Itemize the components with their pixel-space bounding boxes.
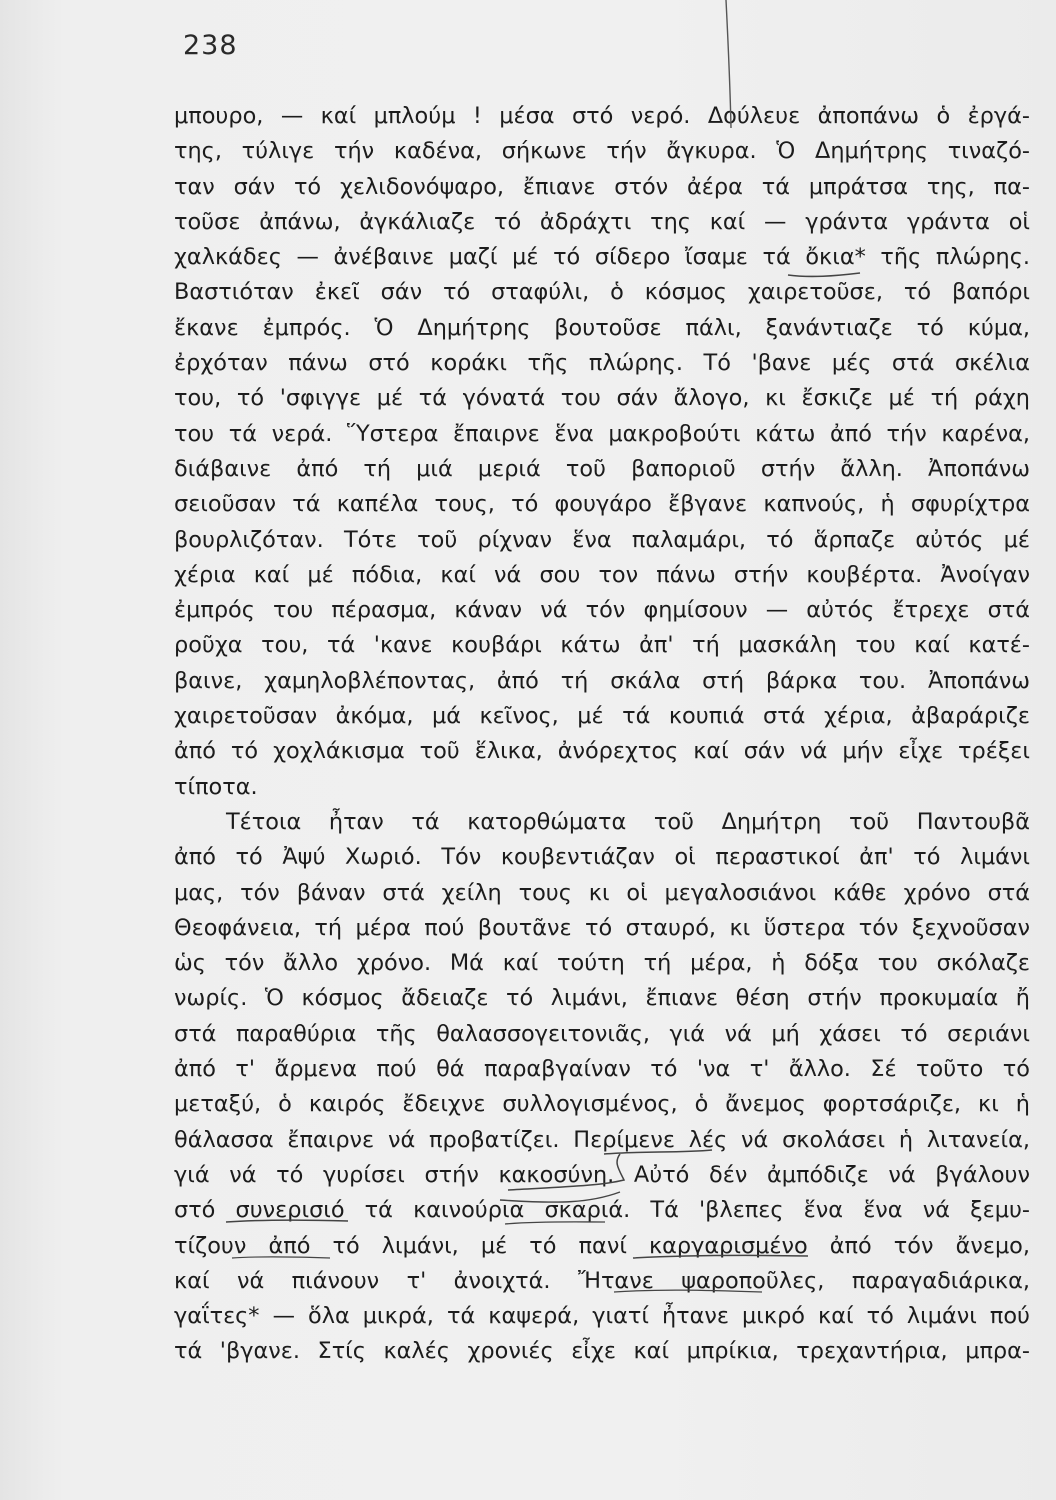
text-line: στό συνερισιό τά καινούρια σκαριά. Τά 'βλεπες ἕνα ἕνα νά ξεμυ- — [174, 1197, 1030, 1224]
page-number: 238 — [183, 30, 238, 61]
text-line: ταν σάν τό χελιδονόψαρο, ἔπιανε στόν ἀέρα τά μπράτσα της, πα- — [174, 173, 1030, 200]
text-line: ἔκανε ἐμπρός. Ὁ Δημήτρης βουτοῦσε πάλι, ξανάντιαζε τό κύμα, — [174, 314, 1030, 341]
text-line: στά παραθύρια τῆς θαλασσογειτονιᾶς, γιά νά μή χάσει τό σεριάνι — [174, 1020, 1030, 1047]
text-line: ἐμπρός του πέρασμα, κάναν νά τόν φημίσουν — αὐτός ἔτρεχε στά — [174, 597, 1030, 624]
text-line: θάλασσα ἔπαιρνε νά προβατίζει. Περίμενε λές νά σκολάσει ἡ λιτανεία, — [174, 1126, 1030, 1153]
text-line: τά 'βγανε. Στίς καλές χρονιές εἶχε καί μπρίκια, τρεχαντήρια, μπρα- — [174, 1338, 1030, 1365]
text-line: γαΐτες* — ὅλα μικρά, τά καψερά, γιατί ἦτανε μικρό καί τό λιμάνι πού — [174, 1303, 1030, 1330]
text-line: ἀπό τό χοχλάκισμα τοῦ ἕλικα, ἀνόρεχτος καί σάν νά μήν εἶχε τρέξει — [174, 738, 1030, 765]
text-line: γιά νά τό γυρίσει στήν κακοσύνη. Αὐτό δέν ἀμπόδιζε νά βγάλουν — [174, 1161, 1030, 1188]
text-line: ἐρχόταν πάνω στό κοράκι τῆς πλώρης. Τό 'βανε μές στά σκέλια — [174, 350, 1030, 377]
text-line: του, τό 'σφιγγε μέ τά γόνατά του σάν ἄλογο, κι ἔσκιζε μέ τή ράχη — [174, 385, 1030, 412]
text-line: χαιρετοῦσαν ἀκόμα, μά κεῖνος, μέ τά κουπιά στά χέρια, ἀβαράριζε — [174, 703, 1030, 730]
text-line: σειοῦσαν τά καπέλα τους, τό φουγάρο ἔβγανε καπνούς, ἡ σφυρίχτρα — [174, 491, 1030, 518]
text-line: τίζουν ἀπό τό λιμάνι, μέ τό πανί καργαρισμένο ἀπό τόν ἄνεμο, — [174, 1232, 1030, 1259]
text-line: μας, τόν βάναν στά χείλη τους κι οἱ μεγαλοσιάνοι κάθε χρόνο στά — [174, 879, 1030, 906]
text-line: χαλκάδες — ἀνέβαινε μαζί μέ τό σίδερο ἴσαμε τά ὄκια* τῆς πλώρης. — [174, 244, 1030, 271]
text-line: ροῦχα του, τά 'κανε κουβάρι κάτω ἀπ' τή μασκάλη του καί κατέ- — [174, 632, 1030, 659]
text-line: καί νά πιάνουν τ' ἀνοιχτά. Ἤτανε ψαροποῦλες, παραγαδιάρικα, — [174, 1267, 1030, 1294]
text-line: μεταξύ, ὁ καιρός ἔδειχνε συλλογισμένος, ὁ ἄνεμος φορτσάριζε, κι ἡ — [174, 1091, 1030, 1118]
text-line: διάβαινε ἀπό τή μιά μεριά τοῦ βαποριοῦ στήν ἄλλη. Ἀποπάνω — [174, 455, 1030, 482]
text-line: ἀπό τό Ἀψύ Χωριό. Τόν κουβεντιάζαν οἱ περαστικοί ἀπ' τό λιμάνι — [174, 844, 1030, 871]
text-line: Τέτοια ἦταν τά κατορθώματα τοῦ Δημήτρη τοῦ Παντουβᾶ — [226, 808, 1030, 835]
body-text — [174, 99, 1030, 1370]
text-line: ἀπό τ' ἄρμενα πού θά παραβγαίναν τό 'να τ' ἄλλο. Σέ τοῦτο τό — [174, 1056, 1030, 1083]
text-line: βουρλιζόταν. Τότε τοῦ ρίχναν ἕνα παλαμάρι, τό ἅρπαζε αὐτός μέ — [174, 526, 1030, 553]
text-line: βαινε, χαμηλοβλέποντας, ἀπό τή σκάλα στή βάρκα του. Ἀποπάνω — [174, 667, 1030, 694]
text-line: χέρια καί μέ πόδια, καί νά σου τον πάνω στήν κουβέρτα. Ἀνοίγαν — [174, 561, 1030, 588]
text-line: του τά νερά. Ὕστερα ἔπαιρνε ἕνα μακροβούτι κάτω ἀπό τήν καρένα, — [174, 420, 1030, 447]
text-line: της, τύλιγε τήν καδένα, σήκωνε τήν ἄγκυρα. Ὁ Δημήτρης τιναζό- — [174, 138, 1030, 165]
text-line: τίποτα. — [174, 773, 258, 800]
text-line: ὡς τόν ἄλλο χρόνο. Μά καί τούτη τή μέρα, ἡ δόξα του σκόλαζε — [174, 950, 1030, 977]
text-line: Θεοφάνεια, τή μέρα πού βουτᾶνε τό σταυρό, κι ὕστερα τόν ξεχνοῦσαν — [174, 914, 1030, 941]
text-line: τοῦσε ἀπάνω, ἀγκάλιαζε τό ἀδράχτι της καί — γράντα γράντα οἱ — [174, 208, 1030, 235]
text-line: Βαστιόταν ἐκεῖ σάν τό σταφύλι, ὁ κόσμος χαιρετοῦσε, τό βαπόρι — [174, 279, 1030, 306]
text-line: μπουρο, — καί μπλούμ ! μέσα στό νερό. Δούλευε ἀποπάνω ὁ ἐργά- — [174, 103, 1030, 129]
text-line: νωρίς. Ὁ κόσμος ἄδειαζε τό λιμάνι, ἔπιανε θέση στήν προκυμαία ἤ — [174, 985, 1030, 1012]
